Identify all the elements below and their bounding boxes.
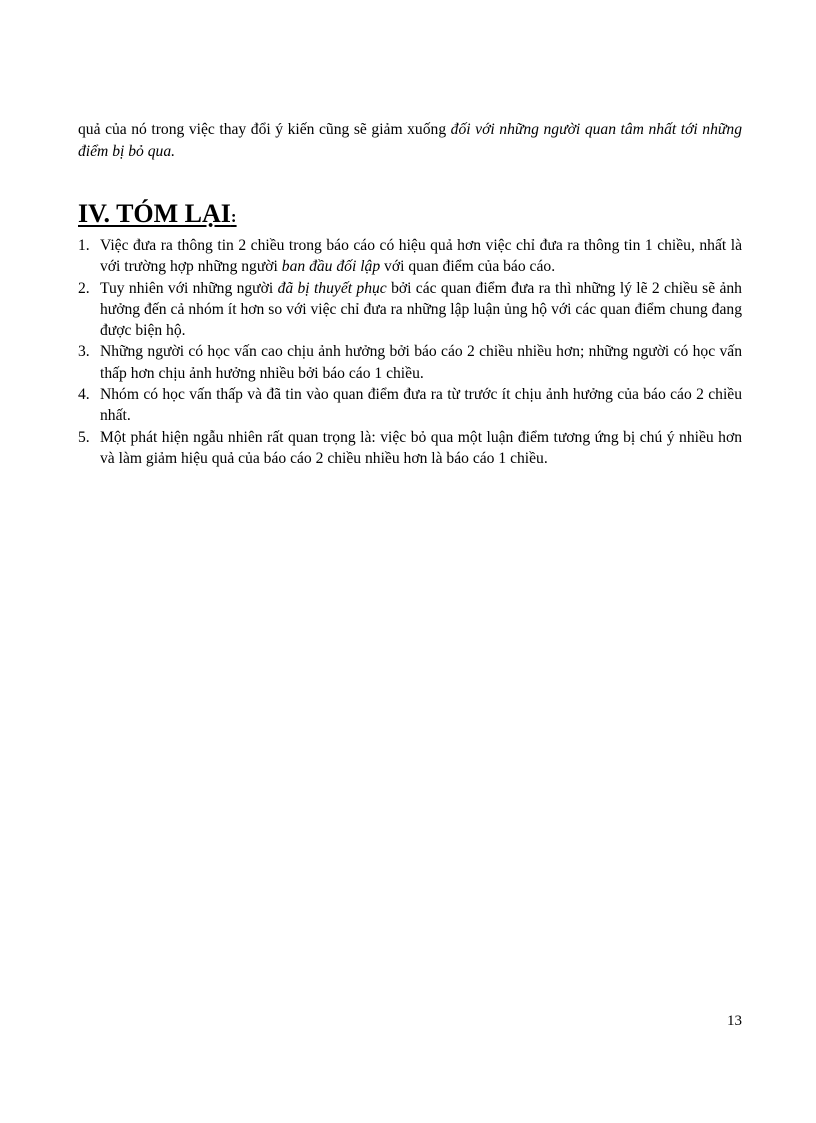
summary-item-number: 4. [78,386,90,404]
summary-item-number: 3. [78,343,90,361]
intro-italic-text: đối với những người quan tâm nhất tới những điểm bị bỏ qua. [78,121,742,160]
summary-item-3 [78,341,742,384]
intro-paragraph [78,119,742,163]
summary-item-number: 5. [78,428,90,446]
section-heading-text: IV. TÓM LẠI [78,199,231,228]
summary-item-text: Việc đưa ra thông tin 2 chiều trong báo cáo có hiệu quả hơn việc chỉ đưa ra thông tin 1 chiều, nhất là với trường hợp những người [100,237,742,276]
summary-list [78,235,742,469]
summary-item-text: Những người có học vấn cao chịu ảnh hưởng bởi báo cáo 2 chiều nhiều hơn; những người có học vấn thấp hơn chịu ảnh hưởng nhiều bởi báo cáo 1 chiều. [100,343,742,382]
summary-item-4 [78,384,742,427]
section-heading [78,199,742,232]
summary-item-number: 1. [78,237,90,254]
summary-item-1 [78,235,742,278]
summary-item-number: 2. [78,279,90,297]
page-number: 13 [727,1013,742,1029]
summary-item-italic: đã bị thuyết phục [277,279,387,297]
summary-item-text-end: bởi các quan điểm đưa ra thì những lý lẽ 2 chiều sẽ ảnh hưởng đến cả nhóm ít hơn so với việc chỉ đưa ra những lập luận ủng hộ với các quan điểm chung đang được biện hộ. [100,279,742,340]
summary-item-text-end: với quan điểm của báo cáo. [380,258,556,276]
summary-item-text: Nhóm có học vấn thấp và đã tin vào quan điểm đưa ra từ trước ít chịu ảnh hưởng của báo cáo 2 chiều nhất. [100,386,742,425]
section-heading-colon: : [230,207,237,226]
summary-item-5 [78,427,742,470]
document-page [78,119,742,469]
summary-item-italic: ban đầu đối lập [281,258,381,276]
summary-item-2 [78,278,742,342]
summary-item-text: Một phát hiện ngẫu nhiên rất quan trọng là: việc bỏ qua một luận điểm tương ứng bị chú ý nhiều hơn và làm giảm hiệu quả của báo cáo 2 chiều nhiều hơn là báo cáo 1 chiều. [100,428,742,467]
intro-text: quả của nó trong việc thay đổi ý kiến cũng sẽ giảm xuống [78,121,451,138]
summary-item-text: Tuy nhiên với những người [100,279,278,297]
